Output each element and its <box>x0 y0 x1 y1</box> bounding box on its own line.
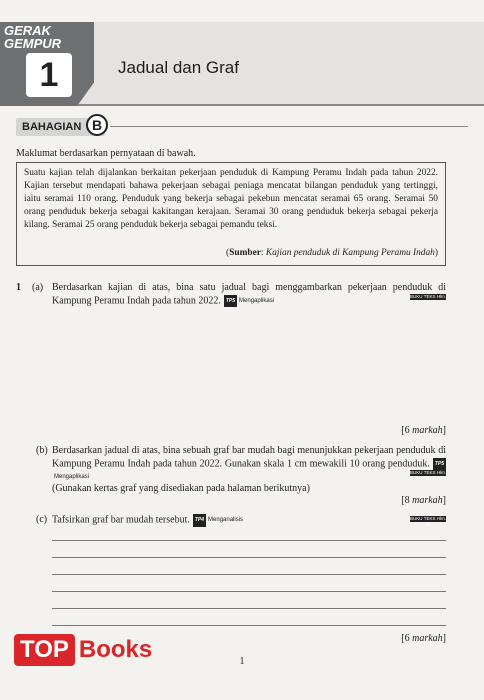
part-a-marks: [6 markah] <box>401 425 446 436</box>
part-c-marks-word: markah <box>412 633 443 644</box>
watermark-top: TOP <box>14 634 75 666</box>
part-a-label: (a) <box>32 282 44 293</box>
passage-text: Suatu kajian telah dijalankan berkaitan pekerjaan penduduk di Kampung Peramu Indah pada tahun 2022. Kajian tersebut mendapati bahawa pekerjaan sebagai peniaga mencatat bilangan penduduk yang tertinggi, iaitu seramai 110 orang. Penduduk yang bekerja sebagai pekebun mencatat seramai 65 orang. Seramai 50 orang penduduk bekerja sebagai kakitangan kerajaan. Seramai 30 orang penduduk bekerja sebagai pekerja kilang. Seramai 25 orang penduduk bekerja sebagai pemandu teksi. <box>24 168 438 230</box>
part-a-question: Berdasarkan kajian di atas, bina satu jadual bagi menggambarkan pekerjaan penduduk di Kampung Peramu Indah pada tahun 2022. <box>52 282 446 307</box>
intro-text: Maklumat berdasarkan pernyataan di bawah. <box>16 148 196 159</box>
source-text: Kajian penduduk di Kampung Peramu Indah <box>265 248 435 258</box>
part-c-text <box>52 514 446 527</box>
answer-line[interactable] <box>52 625 446 626</box>
part-a-skill: Mengaplikasi <box>239 297 275 304</box>
part-b-tp-badge: TP5 <box>433 458 446 471</box>
question-number: 1 <box>16 282 21 293</box>
section-label: BAHAGIAN <box>16 118 105 136</box>
source-label: Sumber <box>229 248 261 258</box>
part-a-textbook-ref: BUKU TEKS Hlm. 9 <box>410 294 446 305</box>
part-b-note: (Gunakan kertas graf yang disediakan pada halaman berikutnya) <box>52 483 310 494</box>
part-c-label: (c) <box>36 514 48 525</box>
section-letter: B <box>86 114 108 136</box>
part-b-marks-value: 8 <box>404 495 410 506</box>
series-title <box>4 24 61 50</box>
page-number: 1 <box>239 656 245 667</box>
passage-box <box>16 162 446 266</box>
part-b-skill: Mengaplikasi <box>54 473 90 480</box>
section-divider <box>110 126 468 127</box>
passage-source: (Sumber: Kajian penduduk di Kampung Peramu Indah) <box>226 248 438 258</box>
answer-line[interactable] <box>52 608 446 609</box>
part-a-text <box>52 282 446 308</box>
answer-line[interactable] <box>52 591 446 592</box>
series-title-line2: GEMPUR <box>4 36 62 51</box>
watermark-books: Books <box>78 636 153 663</box>
part-b-marks: [8 markah] <box>401 495 446 506</box>
answer-line[interactable] <box>52 574 446 575</box>
part-c-question: Tafsirkan graf bar mudah tersebut. <box>52 514 190 526</box>
chapter-title: Jadual dan Graf <box>118 58 239 77</box>
chapter-number: 1 <box>26 53 72 97</box>
part-a-marks-value: 6 <box>404 425 410 436</box>
part-c-marks: [6 markah] <box>401 633 446 644</box>
part-c-marks-value: 6 <box>404 633 410 644</box>
part-b-text <box>52 445 446 484</box>
part-b-marks-word: markah <box>412 495 443 506</box>
answer-line[interactable] <box>52 540 446 541</box>
answer-line[interactable] <box>52 557 446 558</box>
series-title-line1: GERAK <box>4 23 51 38</box>
part-b-textbook-ref: BUKU TEKS Hlm. 10 <box>410 470 446 481</box>
part-c-tp-badge: TP4 <box>193 514 206 527</box>
part-b-question: Berdasarkan jadual di atas, bina sebuah graf bar mudah bagi menunjukkan pekerjaan penduduk di Kampung Peramu Indah pada tahun 2022. Gunakan skala 1 cm mewakili 10 orang penduduk. <box>52 445 446 470</box>
part-c-textbook-ref: BUKU TEKS Hlm. 11 <box>410 516 446 527</box>
part-a-tp-badge: TP5 <box>224 295 237 308</box>
part-b-label: (b) <box>36 445 48 456</box>
part-a-marks-word: markah <box>412 425 443 436</box>
part-c-skill: Menganalisis <box>208 517 244 523</box>
